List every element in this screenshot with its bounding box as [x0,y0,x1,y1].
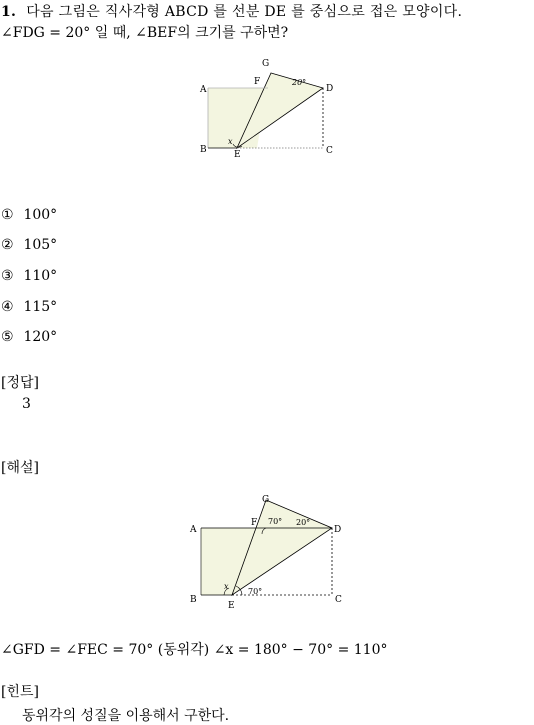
label-f: F [254,77,261,87]
option-3[interactable]: ③ 110° [1,268,58,284]
expl-angle-x: x [224,582,229,591]
option-5[interactable]: ⑤ 120° [1,329,58,345]
expl-label-c: C [335,595,342,605]
question-line-2: ∠FDG = 20° 일 때, ∠BEF의 크기를 구하면? [1,25,289,41]
label-b: B [200,145,207,155]
question-text-1: 다음 그림은 직사각형 ABCD 를 선분 DE 를 중심으로 접은 모양이다. [26,4,463,20]
explanation-heading: [해설] [1,460,39,476]
answer-value: 3 [22,396,31,412]
label-a: A [200,85,207,95]
question-line-1 [1,1,462,21]
label-d: D [326,84,334,94]
expl-label-g: G [262,495,270,505]
angle-x-label: x [228,137,233,146]
option-2[interactable]: ② 105° [1,237,58,253]
label-e: E [234,150,241,160]
hint-text: 동위각의 성질을 이용해서 구한다. [22,708,230,724]
expl-angle-70-bottom: 70° [248,587,263,596]
expl-label-d: D [334,525,342,535]
label-g: G [262,59,270,69]
question-number: 1. [1,4,17,20]
expl-angle-20: 20° [296,518,311,527]
angle-20-label: 20° [292,78,307,87]
expl-label-f: F [251,518,258,528]
label-c: C [326,146,333,156]
option-1[interactable]: ① 100° [1,207,58,223]
expl-label-a: A [190,525,197,535]
explanation-figure [186,490,356,615]
solution-text: ∠GFD = ∠FEC = 70° (동위각) ∠x = 180° − 70° = 110° [1,642,388,658]
folding-figure [190,59,350,168]
expl-angle-70-top: 70° [268,517,283,526]
expl-label-b: B [190,595,197,605]
option-4[interactable]: ④ 115° [1,299,58,315]
answer-heading: [정답] [1,375,39,391]
expl-label-e: E [228,601,235,611]
hint-heading: [힌트] [1,684,39,700]
